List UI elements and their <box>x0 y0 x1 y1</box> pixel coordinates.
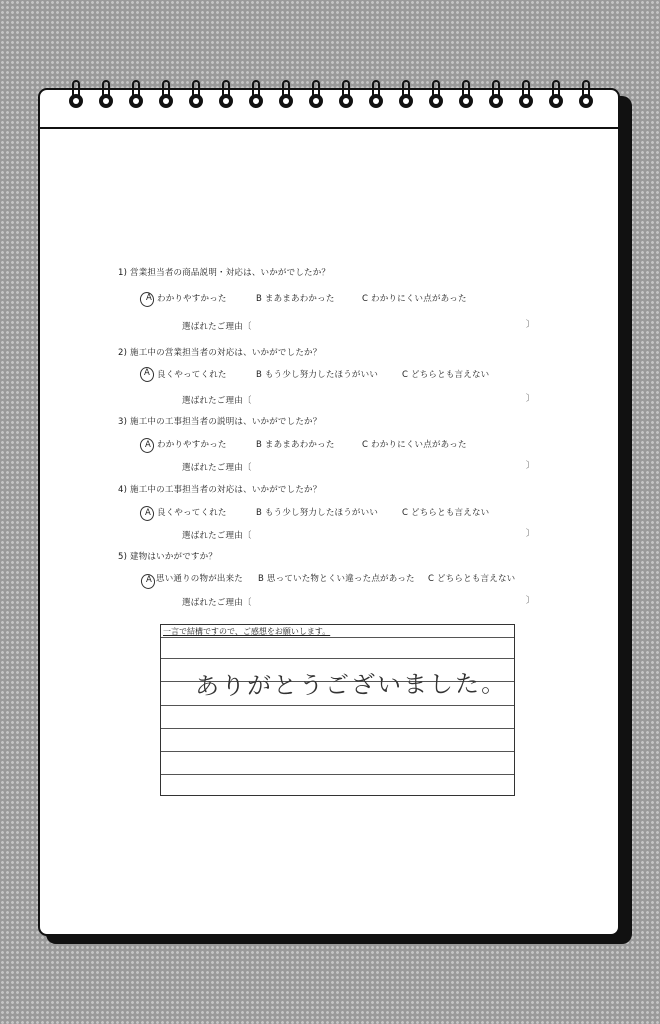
q5-option-b: B 思っていた物とくい違った点があった <box>258 574 415 584</box>
q2-option-c: C どちらとも言えない <box>402 370 490 380</box>
q1-option-c: C わかりにくい点があった <box>362 294 467 304</box>
comment-label: 一言で結構ですので、ご感想をお願いします。 <box>163 627 331 636</box>
q1-option-a-marker: A <box>146 293 153 303</box>
comment-ruled-line <box>161 774 514 775</box>
comment-ruled-line <box>161 637 514 638</box>
q4-option-a: 良くやってくれた <box>157 508 227 518</box>
handwritten-comment: ありがとうございました。 <box>194 669 508 701</box>
comment-box <box>160 624 515 796</box>
q4-option-a-marker: A <box>145 508 152 518</box>
comment-ruled-line <box>161 658 514 659</box>
q5-option-a: 思い通りの物が出来た <box>156 574 244 584</box>
question-2: 2) 施工中の営業担当者の対応は、いかがでしたか？ <box>118 348 322 358</box>
q3-option-c: C わかりにくい点があった <box>362 440 467 450</box>
q1-reason-close: 〕 <box>526 320 535 330</box>
q5-reason-label: 選ばれたご理由〔 <box>182 598 252 608</box>
q3-option-a-marker: A <box>145 440 152 450</box>
q5-option-c: C どちらとも言えない <box>428 574 516 584</box>
question-3: 3) 施工中の工事担当者の説明は、いかがでしたか？ <box>118 417 322 427</box>
q1-reason-label: 選ばれたご理由〔 <box>182 322 252 332</box>
q3-reason-label: 選ばれたご理由〔 <box>182 463 252 473</box>
q3-option-a: わかりやすかった <box>157 440 227 450</box>
q4-reason-close: 〕 <box>526 529 535 539</box>
comment-ruled-line <box>161 705 514 706</box>
q2-reason-label: 選ばれたご理由〔 <box>182 396 252 406</box>
q4-reason-label: 選ばれたご理由〔 <box>182 531 252 541</box>
comment-ruled-line <box>161 728 514 729</box>
comment-ruled-line <box>161 751 514 752</box>
q3-option-b: B まあまあわかった <box>256 440 335 450</box>
q4-option-b: B もう少し努力したほうがいい <box>256 508 379 518</box>
question-1: 1) 営業担当者の商品説明・対応は、いかがでしたか？ <box>118 268 331 278</box>
q3-reason-close: 〕 <box>526 461 535 471</box>
question-4: 4) 施工中の工事担当者の対応は、いかがでしたか？ <box>118 485 322 495</box>
question-5: 5) 建物はいかがですか？ <box>118 552 218 562</box>
q1-option-a: わかりやすかった <box>157 294 227 304</box>
q2-option-b: B もう少し努力したほうがいい <box>256 370 379 380</box>
q1-option-b: B まあまあわかった <box>256 294 335 304</box>
q2-option-a-marker: A <box>144 368 151 378</box>
q2-reason-close: 〕 <box>526 394 535 404</box>
q2-option-a: 良くやってくれた <box>157 370 227 380</box>
q4-option-c: C どちらとも言えない <box>402 508 490 518</box>
q5-reason-close: 〕 <box>526 596 535 606</box>
q5-option-a-marker: A <box>146 575 153 585</box>
